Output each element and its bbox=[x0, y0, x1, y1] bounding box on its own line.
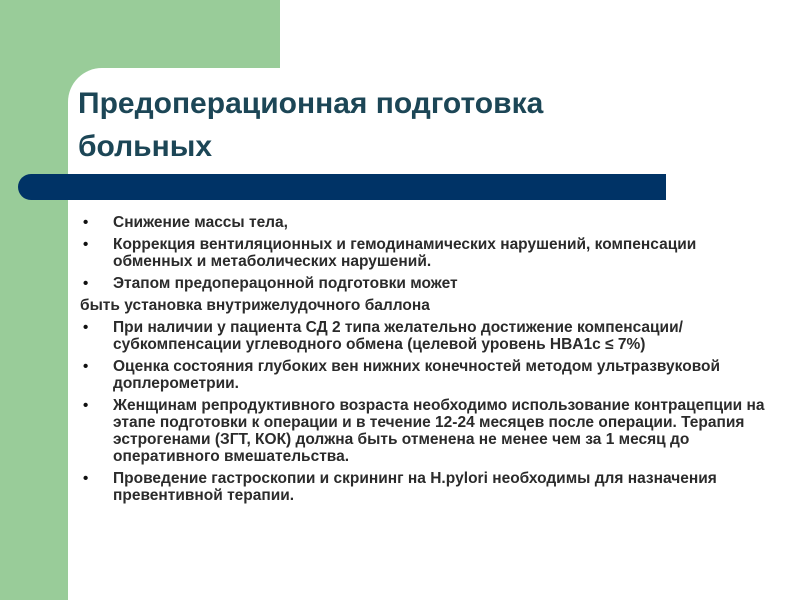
list-item-text: Проведение гастроскопии и скрининг на H.pylori необходимы для назначения превентивной терапии. bbox=[113, 470, 717, 504]
list-item-text: быть установка внутрижелудочного баллона bbox=[80, 297, 430, 314]
list-item bbox=[80, 214, 780, 231]
bullet-dot-icon: • bbox=[83, 358, 89, 375]
list-item bbox=[80, 236, 780, 270]
list-item-text: Женщинам репродуктивного возраста необходимо использование контрацепции на этапе подготовки к операции и в течение 12-24 месяцев после операции. Терапия эстрогенами (ЗГТ, КОК) должна быть отменена не менее чем за 1 месяц до оперативного вмешательства. bbox=[113, 397, 765, 465]
bullet-dot-icon: • bbox=[83, 275, 89, 292]
bullet-dot-icon: • bbox=[83, 319, 89, 336]
list-item-text: Оценка состояния глубоких вен нижних конечностей методом ультразвуковой доплерометрии. bbox=[113, 358, 721, 392]
slide-title: Предоперационная подготовка больных bbox=[78, 87, 544, 163]
list-item bbox=[80, 358, 780, 392]
list-item-text: При наличии у пациента СД 2 типа желательно достижение компенсации/субкомпенсации углеводного обмена (целевой уровень HBA1c ≤ 7%) bbox=[113, 319, 683, 353]
list-item bbox=[80, 470, 780, 504]
bullet-dot-icon: • bbox=[83, 214, 89, 231]
list-item-text: Этапом предоперацонной подготовки может bbox=[113, 275, 458, 292]
bullet-dot-icon: • bbox=[83, 470, 89, 487]
list-item-text: Снижение массы тела, bbox=[113, 214, 288, 231]
list-item bbox=[80, 275, 780, 292]
bullet-dot-icon: • bbox=[83, 236, 89, 253]
title-divider-bar bbox=[18, 174, 666, 200]
list-item bbox=[80, 319, 780, 353]
bullet-dot-icon: • bbox=[83, 397, 89, 414]
list-item-text: Коррекция вентиляционных и гемодинамических нарушений, компенсации обменных и метаболических нарушений. bbox=[113, 236, 697, 270]
list-item-continuation bbox=[80, 297, 780, 314]
list-item bbox=[80, 397, 780, 465]
bullet-list bbox=[80, 214, 780, 509]
